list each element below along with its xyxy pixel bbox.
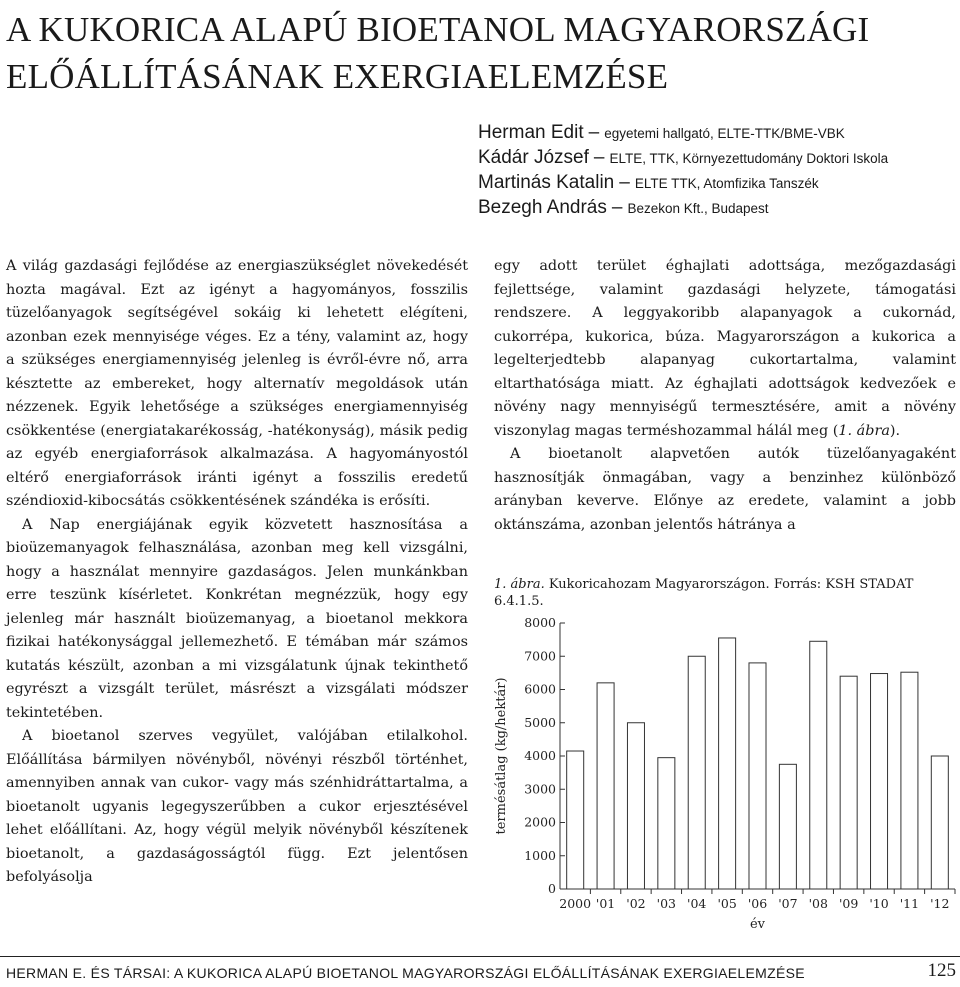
figure-label: 1. ábra. — [494, 577, 545, 592]
body-paragraph: A világ gazdasági fejlődése az energiaszükséglet növekedését hozta magával. Ezt az igényt a hagyományos, fosszilis tüzelőanyagok segítségével sokáig ki lehetett elégíteni, azonban ezek mennyisége véges. Ez a tény, valamint az, hogy a szükséges energiamennyiség jelenleg is évről-évre nő, arra késztette az embereket, hogy alternatív megoldások után nézzenek. Egyik lehetősége a szükséges energiamennyiség csökkentése (energiatakarékosság, -hatékonyság), másik pedig az egyéb energiaforrások alkalmazása. A hagyományostól eltérő energiaforrások iránti igényt a fosszilis eredetű széndioxid-kibocsátás csökkentésének szándéka is erősíti. — [6, 258, 468, 509]
running-title: HERMAN E. ÉS TÁRSAI: A KUKORICA ALAPÚ BIOETANOL MAGYARORSZÁGI ELŐÁLLÍTÁSÁNAK EXERGIAELEMZÉSE — [6, 965, 805, 981]
paragraph-text: egy adott terület éghajlati adottsága, mezőgazdasági fejlettsége, valamint gazdasági helyzete, támogatási rendszere. A leggyakoribb alapanyagok a cukornád, cukorrépa, kukorica, búza. Magyarországon a kukorica a legelterjedtebb alapanyag cukortartalma, valamint eltarthatósága miatt. Az éghajlati adottságok kedvezőek e növény nagy mennyiségű termesztésére, amit a növény viszonylag magas terméshozammal hálál meg ( — [494, 258, 956, 439]
body-paragraph: A bioetanol szerves vegyület, valójában etilalkohol. Előállítása bármilyen növényből, növényi részből történhet, amennyiben annak van cukor- vagy más szénhidráttartalma, a bioetanolt ugyanis legegyszerűbben a cukor erjesztésével lehet előállítani. Az, hogy végül melyik növényből készítenek bioetanolt, a gazdaságosságtól függ. Ezt jelentősen befolyásolja — [6, 728, 468, 885]
bar — [749, 663, 766, 889]
x-tick-label: '08 — [808, 896, 828, 911]
body-paragraph: A bioetanolt alapvetően autók tüzelőanyagaként hasznosítják önmagában, vagy a benzinhez különböző arányban keverve. Előnye az eredete, valamint a jobb oktánszáma, azonban jelentős hátránya a — [494, 446, 956, 533]
author-entry — [478, 195, 958, 220]
bar — [810, 641, 827, 889]
author-entry — [478, 170, 958, 195]
author-dash: – — [619, 172, 630, 193]
x-tick-label: '02 — [626, 896, 646, 911]
author-name: Martinás Katalin — [478, 172, 615, 193]
body-paragraph: A Nap energiájának egyik közvetett hasznosítása a bioüzemanyagok felhasználása, azonban meg kell vizsgálni, hogy a használat mennyire gazdaságos. Jelen munkánkban erre teszünk kísérletet. Konkrétan megnézzük, hogy egy jelenleg már használt bioüzemanyag, a bioetanol mekkora fizikai hatékonysággal jellemezhető. E témában már számos kutatás készült, azonban a mi vizsgálatunk újnak tekinthető egyrészt a vizsgált terület, másrészt a vizsgálati módszer tekintetében. — [6, 516, 468, 721]
title-line-1: A KUKORICA ALAPÚ BIOETANOL MAGYARORSZÁGI — [6, 10, 870, 49]
author-affiliation: ELTE TTK, Atomfizika Tanszék — [634, 176, 819, 191]
author-entry — [478, 120, 958, 145]
figure-caption-text: Kukoricahozam Magyarországon. Forrás: KSH STADAT 6.4.1.5. — [494, 577, 914, 609]
x-tick-label: '11 — [899, 896, 920, 911]
figure-caption — [494, 576, 956, 610]
bar — [871, 674, 888, 889]
y-tick-label: 4000 — [524, 748, 556, 763]
x-tick-label: '07 — [778, 896, 798, 911]
author-list — [478, 120, 958, 220]
y-tick-label: 6000 — [524, 681, 556, 697]
article-title — [6, 6, 946, 100]
y-tick-label: 0 — [548, 881, 556, 896]
x-tick-label: '04 — [687, 896, 707, 911]
body-column-left — [6, 255, 468, 890]
author-dash: – — [588, 122, 600, 143]
author-affiliation: Bezekon Kft., Budapest — [627, 201, 769, 216]
y-tick-label: 3000 — [524, 781, 556, 797]
x-tick-label: '05 — [717, 896, 737, 911]
x-tick-label: '06 — [747, 896, 768, 911]
bar — [931, 756, 948, 889]
page-footer — [0, 956, 960, 985]
author-name: Bezegh András — [478, 197, 607, 218]
x-tick-label: '03 — [656, 896, 677, 911]
bar — [688, 656, 705, 889]
y-tick-label: 7000 — [524, 648, 556, 664]
author-affiliation: egyetemi hallgató, ELTE-TTK/BME-VBK — [604, 126, 845, 141]
body-paragraph — [494, 255, 956, 443]
bar — [779, 764, 796, 889]
author-dash: – — [593, 147, 605, 168]
author-affiliation: ELTE, TTK, Környezettudomány Doktori Iskola — [609, 151, 889, 166]
y-tick-label: 1000 — [524, 847, 556, 863]
yield-bar-chart — [480, 606, 960, 936]
x-tick-label: 2000 — [559, 896, 592, 911]
bar — [627, 723, 644, 889]
bar — [840, 676, 857, 889]
title-line-2: ELŐÁLLÍTÁSÁNAK EXERGIAELEMZÉSE — [6, 57, 669, 96]
y-tick-label: 2000 — [524, 814, 556, 830]
figure-reference: 1. ábra — [838, 422, 890, 439]
y-tick-label: 8000 — [524, 615, 556, 630]
bar — [658, 758, 675, 889]
author-entry — [478, 145, 958, 170]
x-tick-label: '09 — [838, 896, 859, 911]
bar — [597, 683, 614, 889]
bar — [901, 672, 918, 889]
x-tick-label: '01 — [595, 896, 616, 911]
author-name: Kádár József — [478, 147, 589, 168]
paragraph-text: ). — [889, 422, 901, 439]
y-axis-label: termésátlag (kg/hektár) — [494, 677, 509, 835]
bar — [567, 751, 584, 889]
author-dash: – — [611, 197, 623, 218]
body-column-right — [494, 255, 956, 537]
x-tick-label: '12 — [930, 896, 950, 911]
page-number: 125 — [927, 960, 956, 981]
x-axis-label: év — [749, 917, 766, 932]
y-tick-label: 5000 — [524, 714, 556, 730]
author-name: Herman Edit — [478, 122, 584, 143]
bar — [719, 638, 736, 889]
x-tick-label: '10 — [869, 896, 889, 911]
